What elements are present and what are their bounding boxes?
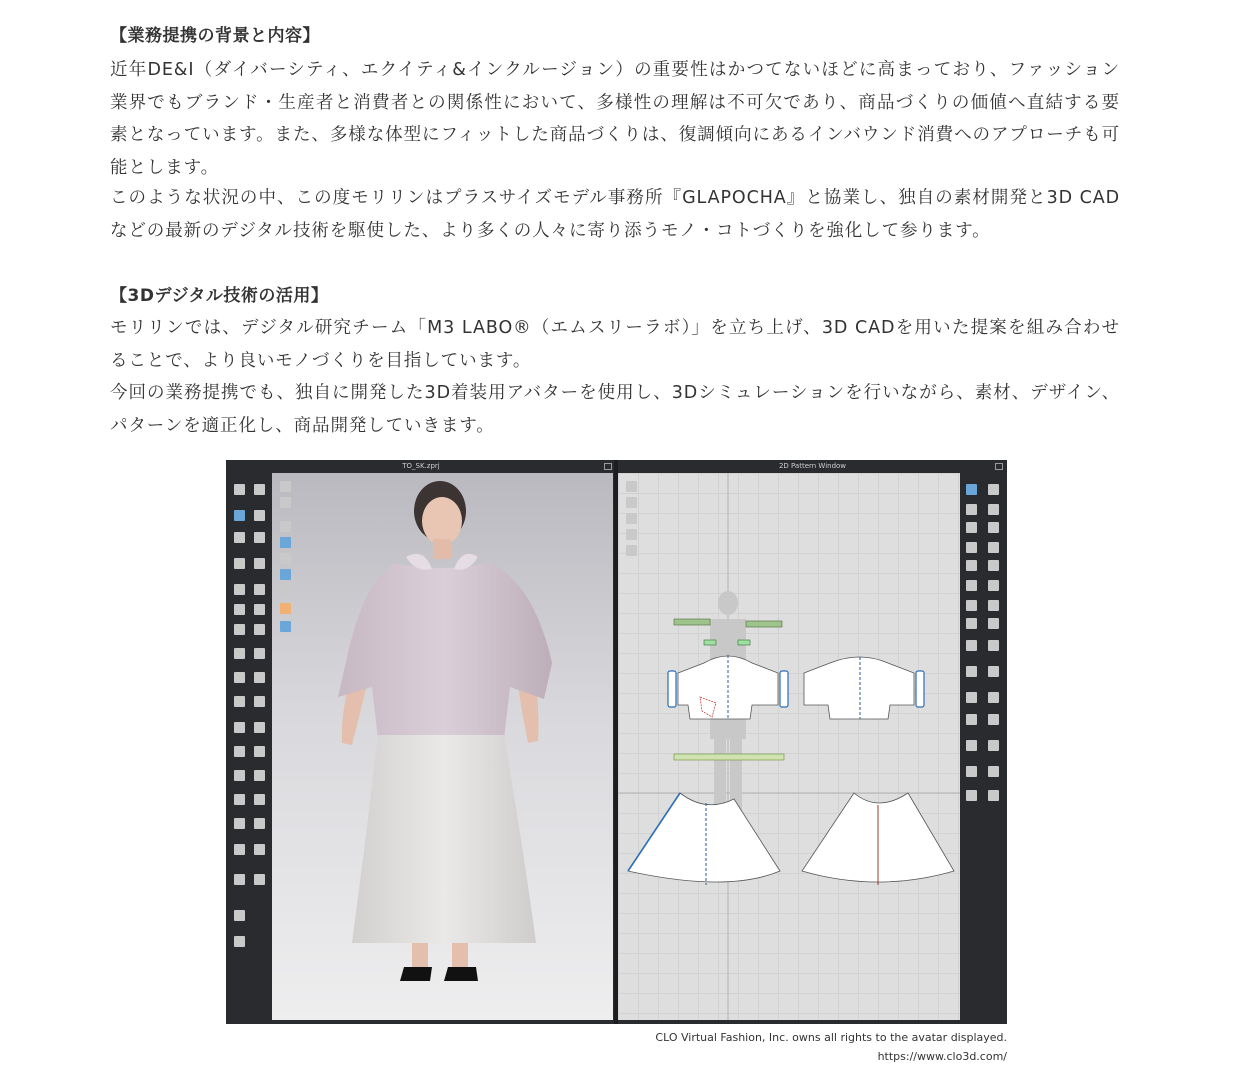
- edit-curve-icon[interactable]: [966, 504, 977, 515]
- clo3d-screenshot: [226, 460, 1007, 1024]
- window-2d-titlebar: [618, 460, 1007, 473]
- shirring-tool-icon[interactable]: [234, 844, 245, 855]
- pattern-edit-icon[interactable]: [626, 497, 637, 508]
- bug-icon[interactable]: [966, 790, 977, 801]
- transform-pattern-icon[interactable]: [966, 484, 977, 495]
- pattern-select-icon[interactable]: [626, 481, 637, 492]
- puckering-tool-icon[interactable]: [234, 722, 245, 733]
- view-3d[interactable]: [272, 473, 613, 1020]
- article-paragraph-3d-tech-2: 今回の業務提携でも、独自に開発した3D着装用アバターを使用し、3Dシミュレーションを行いながら、素材、デザイン、パターンを適正化し、商品開発していきます。: [110, 383, 1120, 436]
- dart-icon[interactable]: [966, 580, 977, 591]
- view-mesh-icon[interactable]: [280, 553, 291, 564]
- polygon-icon[interactable]: [988, 522, 999, 533]
- article-heading-3d-tech: 【3Dデジタル技術の活用】: [110, 286, 329, 306]
- article-paragraph-background-1: 近年DE&I（ダイバーシティ、エクイティ&インクルージョン）の重要性はかつてないほどに高まっており、ファッション業界でもブランド・生産者と消費者との関係性において、多様性の理解は不可欠であり、商品づくりの価値へ直結する要素となっています。また、多様な体型にフィットした商品づくりは、復調傾向にあるインバウンド消費へのアプローチも可能とします。: [110, 60, 1120, 178]
- window-3d-title: TO_SK.zprj: [402, 462, 440, 470]
- pen-tool-icon[interactable]: [234, 910, 245, 921]
- edit-pattern-icon[interactable]: [988, 484, 999, 495]
- move-tool-icon[interactable]: [254, 484, 265, 495]
- maximize-icon[interactable]: [604, 463, 612, 470]
- grade-tool-icon[interactable]: [254, 818, 265, 829]
- article-paragraph-background-2: このような状況の中、この度モリリンはプラスサイズモデル事務所『GLAPOCHA』と協業し、独自の素材開発と3D CADなどの最新のデジタル技術を駆使した、より多くの人々に寄り添うモノ・コトづくりを強化して参ります。: [110, 188, 1120, 241]
- add-point-icon[interactable]: [966, 522, 977, 533]
- seam-allowance-icon[interactable]: [966, 600, 977, 611]
- ruler-icon[interactable]: [988, 714, 999, 725]
- article-heading-background: 【業務提携の背景と内容】: [110, 26, 320, 46]
- fabric-tool-icon[interactable]: [254, 648, 265, 659]
- view-camera-icon[interactable]: [280, 481, 291, 492]
- internal-rectangle-icon[interactable]: [988, 560, 999, 571]
- sewing-line-icon[interactable]: [234, 794, 245, 805]
- trim-tool-icon[interactable]: [254, 672, 265, 683]
- article-paragraph-3d-tech-1: モリリンでは、デジタル研究チーム「M3 LABO®（エムスリーラボ）」を立ち上げ、3D CADを用いた提案を組み合わせることで、より良いモノづくりを目指しています。: [110, 318, 1120, 371]
- edit-tool-icon[interactable]: [254, 604, 265, 615]
- dashed-line-icon[interactable]: [988, 692, 999, 703]
- zipper-tool-icon[interactable]: [254, 624, 265, 635]
- avatar-tool-icon[interactable]: [254, 558, 265, 569]
- tack-icon[interactable]: [966, 666, 977, 677]
- graphic-tool-icon[interactable]: [254, 722, 265, 733]
- line-icon[interactable]: [966, 692, 977, 703]
- render-tool-icon[interactable]: [254, 696, 265, 707]
- grain-icon[interactable]: [988, 766, 999, 777]
- annotation-tool-icon[interactable]: [234, 696, 245, 707]
- button-tool-icon[interactable]: [234, 624, 245, 635]
- solidify-tool-icon[interactable]: [234, 936, 245, 947]
- fold-arrange-icon[interactable]: [966, 766, 977, 777]
- view-2d-pattern[interactable]: [618, 473, 960, 1020]
- fit-map-icon[interactable]: [234, 770, 245, 781]
- measure-tool-icon[interactable]: [234, 648, 245, 659]
- view-texture-icon[interactable]: [280, 537, 291, 548]
- free-sewing-icon[interactable]: [966, 640, 977, 651]
- trace-icon[interactable]: [966, 618, 977, 629]
- view-shirt-icon[interactable]: [280, 497, 291, 508]
- circle-icon[interactable]: [988, 542, 999, 553]
- annotation-a-icon[interactable]: [966, 740, 977, 751]
- binding-icon[interactable]: [988, 600, 999, 611]
- tape-tool-icon[interactable]: [254, 584, 265, 595]
- texture-tool-icon[interactable]: [234, 672, 245, 683]
- pattern-zoom-icon[interactable]: [626, 513, 637, 524]
- maximize-icon[interactable]: [995, 463, 1003, 470]
- split-tool-icon[interactable]: [254, 874, 265, 885]
- window-3d-titlebar: [226, 460, 616, 473]
- pattern-pieces: [618, 473, 960, 1020]
- morph-tool-icon[interactable]: [254, 794, 265, 805]
- rectangle-icon[interactable]: [966, 542, 977, 553]
- select-tool-icon[interactable]: [234, 484, 245, 495]
- internal-polygon-icon[interactable]: [966, 560, 977, 571]
- stitch-tool-icon[interactable]: [254, 532, 265, 543]
- view-silhouette-icon[interactable]: [280, 585, 291, 596]
- needle-tool-icon[interactable]: [234, 874, 245, 885]
- offset-icon[interactable]: [988, 580, 999, 591]
- symmetry-tool-icon[interactable]: [234, 746, 245, 757]
- strain-map-icon[interactable]: [254, 746, 265, 757]
- view-shaded-icon[interactable]: [280, 521, 291, 532]
- check-sewing-icon[interactable]: [988, 640, 999, 651]
- pattern-sheet-icon[interactable]: [626, 529, 637, 540]
- view-fabric-icon[interactable]: [280, 569, 291, 580]
- image-credit: CLO Virtual Fashion, Inc. owns all rights to the avatar displayed.: [655, 1031, 1007, 1044]
- size-tool-icon[interactable]: [234, 818, 245, 829]
- layer-tool-icon[interactable]: [234, 604, 245, 615]
- segment-sewing-icon[interactable]: [988, 618, 999, 629]
- view-avatar-icon[interactable]: [280, 603, 291, 614]
- transform-tool-icon[interactable]: [234, 510, 245, 521]
- image-credit-url[interactable]: https://www.clo3d.com/: [877, 1050, 1007, 1063]
- arrange-tool-icon[interactable]: [234, 584, 245, 595]
- measure-icon[interactable]: [966, 714, 977, 725]
- text-icon[interactable]: [988, 740, 999, 751]
- curve-point-icon[interactable]: [988, 504, 999, 515]
- pattern-grid-icon[interactable]: [626, 545, 637, 556]
- fold-tool-icon[interactable]: [234, 532, 245, 543]
- window-2d-title: 2D Pattern Window: [778, 462, 847, 470]
- notch-icon[interactable]: [988, 666, 999, 677]
- view-globe-icon[interactable]: [280, 621, 291, 632]
- pressure-map-icon[interactable]: [254, 770, 265, 781]
- grid-pattern-icon[interactable]: [988, 790, 999, 801]
- avatar-render: [272, 473, 613, 1020]
- elastic-tool-icon[interactable]: [254, 844, 265, 855]
- pin-tool-icon[interactable]: [254, 510, 265, 521]
- garment-tool-icon[interactable]: [234, 558, 245, 569]
